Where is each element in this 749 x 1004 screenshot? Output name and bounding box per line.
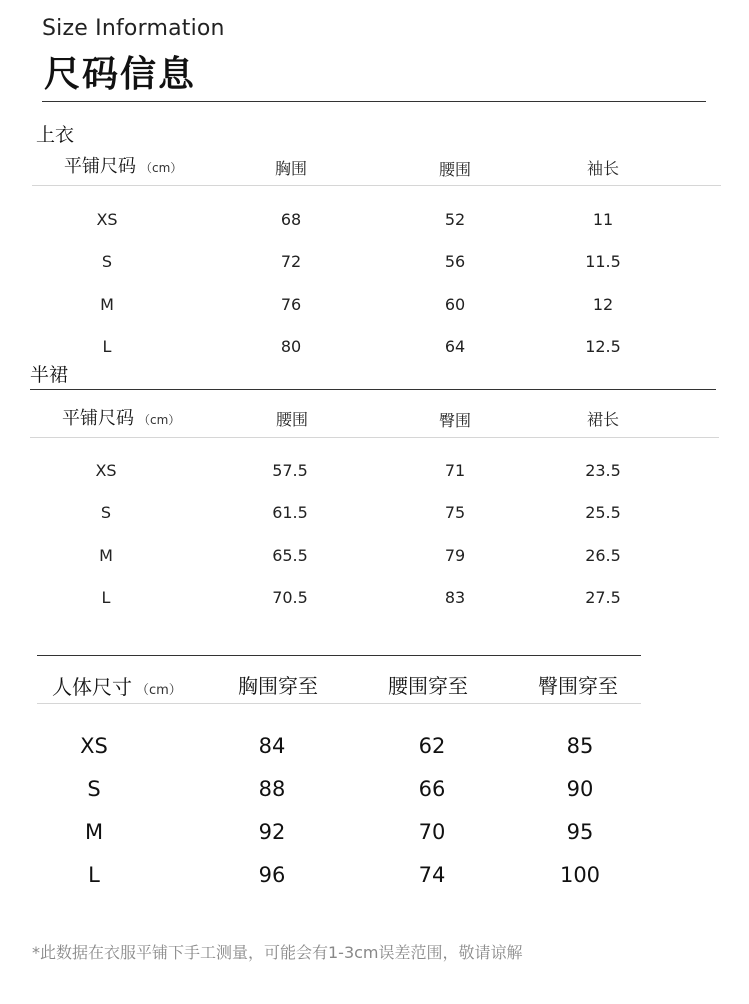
skirt-row-2-hip: 75 — [444, 503, 466, 522]
body-row-2-waist: 66 — [418, 777, 446, 801]
title-english: Size Information — [42, 16, 225, 41]
top-header-size-label: 平铺尺码 — [64, 156, 136, 177]
skirt-row-4-length: 27.5 — [585, 588, 621, 607]
skirt-row-3-length: 26.5 — [585, 546, 621, 565]
skirt-row-2-waist: 61.5 — [272, 503, 308, 522]
body-header-size — [52, 671, 182, 700]
skirt-row-4-hip: 83 — [444, 588, 466, 607]
top-row-3-size: M — [100, 295, 114, 314]
skirt-row-2-size: S — [100, 503, 112, 522]
skirt-row-1-waist: 57.5 — [272, 461, 308, 480]
body-header-col-2: 腰围穿至 — [388, 674, 468, 698]
top-row-3-sleeve: 12 — [592, 295, 614, 314]
body-row-3-hip: 95 — [566, 820, 594, 844]
top-header-col-1: 胸围 — [274, 159, 308, 178]
skirt-header-size-label: 平铺尺码 — [62, 408, 134, 429]
body-row-3-size: M — [84, 820, 104, 844]
body-row-1-hip: 85 — [566, 734, 594, 758]
top-row-4-chest: 80 — [280, 337, 302, 356]
top-row-4-size: L — [102, 337, 112, 356]
top-header-size — [64, 152, 182, 178]
top-row-1-size: XS — [96, 210, 118, 229]
skirt-row-2-length: 25.5 — [585, 503, 621, 522]
body-row-2-size: S — [87, 777, 101, 801]
title-chinese: 尺码信息 — [44, 54, 197, 95]
body-row-4-waist: 74 — [418, 863, 446, 887]
top-row-1-sleeve: 11 — [592, 210, 614, 229]
top-row-1-waist: 52 — [444, 210, 466, 229]
skirt-row-3-size: M — [99, 546, 113, 565]
top-row-2-size: S — [101, 252, 113, 271]
skirt-header-col-3: 裙长 — [586, 410, 620, 429]
top-header-divider — [32, 185, 721, 186]
top-header-unit: （cm） — [140, 161, 183, 175]
body-row-2-chest: 88 — [258, 777, 286, 801]
skirt-header-unit: （cm） — [138, 413, 181, 427]
top-row-2-chest: 72 — [280, 252, 302, 271]
body-header-col-3: 臀围穿至 — [538, 674, 618, 698]
top-row-3-waist: 60 — [444, 295, 466, 314]
skirt-row-1-size: XS — [95, 461, 117, 480]
skirt-row-3-hip: 79 — [444, 546, 466, 565]
top-row-3-chest: 76 — [280, 295, 302, 314]
body-row-4-hip: 100 — [559, 863, 601, 887]
top-header-col-3: 袖长 — [586, 159, 620, 178]
body-table-top-rule — [37, 655, 641, 656]
body-row-4-size: L — [88, 863, 100, 887]
body-header-unit: （cm） — [136, 683, 182, 698]
skirt-row-4-size: L — [101, 588, 111, 607]
skirt-header-divider — [30, 437, 719, 438]
skirt-header-col-1: 腰围 — [275, 410, 309, 429]
skirt-row-1-hip: 71 — [444, 461, 466, 480]
body-row-1-chest: 84 — [258, 734, 286, 758]
top-row-2-sleeve: 11.5 — [585, 252, 621, 271]
top-row-1-chest: 68 — [280, 210, 302, 229]
body-header-col-1: 胸围穿至 — [238, 674, 318, 698]
top-header-col-2: 腰围 — [438, 160, 472, 179]
section-label-top: 上衣 — [36, 124, 75, 146]
top-row-2-waist: 56 — [444, 252, 466, 271]
skirt-section-divider — [30, 389, 716, 390]
body-header-divider — [37, 703, 641, 704]
skirt-row-3-waist: 65.5 — [272, 546, 308, 565]
measurement-footnote: *此数据在衣服平铺下手工测量，可能会有1-3cm误差范围，敬请谅解 — [32, 943, 523, 962]
skirt-header-size — [62, 404, 180, 430]
top-row-4-waist: 64 — [444, 337, 466, 356]
top-row-4-sleeve: 12.5 — [585, 337, 621, 356]
section-label-skirt: 半裙 — [30, 364, 69, 386]
body-row-3-chest: 92 — [258, 820, 286, 844]
skirt-header-col-2: 臀围 — [438, 411, 472, 430]
body-row-1-waist: 62 — [418, 734, 446, 758]
body-row-2-hip: 90 — [566, 777, 594, 801]
body-header-size-label: 人体尺寸 — [52, 675, 132, 699]
skirt-row-1-length: 23.5 — [585, 461, 621, 480]
body-row-4-chest: 96 — [258, 863, 286, 887]
body-row-3-waist: 70 — [418, 820, 446, 844]
skirt-row-4-waist: 70.5 — [272, 588, 308, 607]
body-row-1-size: XS — [80, 734, 108, 758]
title-divider — [42, 101, 706, 102]
